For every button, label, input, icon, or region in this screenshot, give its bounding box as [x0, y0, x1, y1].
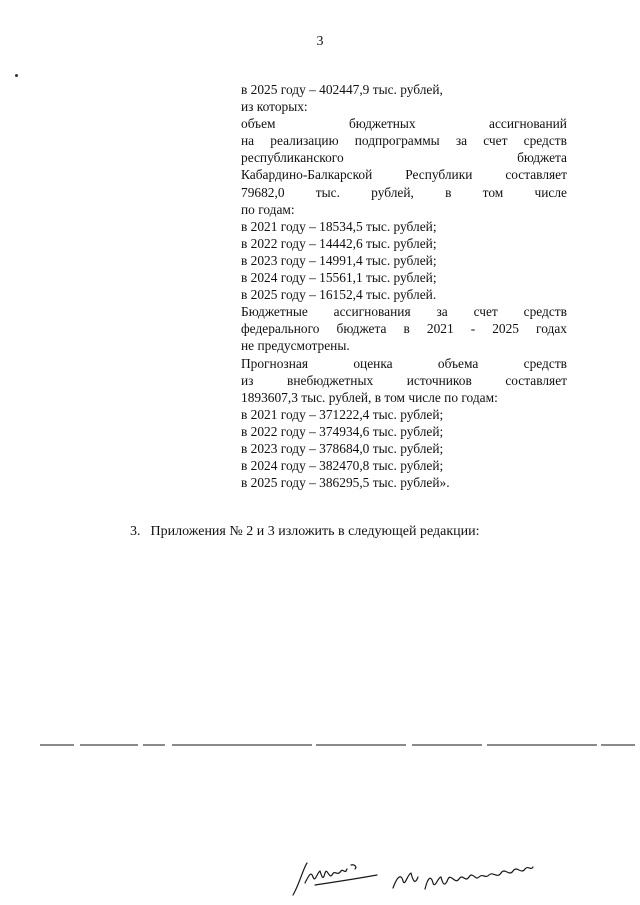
- body-word: объема: [437, 355, 479, 371]
- body-line: [241, 320, 567, 337]
- body-line: в 2022 году – 14442,6 тыс. рублей;: [241, 235, 437, 251]
- scan-speck: [15, 74, 18, 77]
- item-3-paragraph: [130, 523, 480, 541]
- body-line: в 2021 году – 371222,4 тыс. рублей;: [241, 406, 444, 422]
- body-word: оценка: [353, 355, 393, 371]
- body-word: 2025: [492, 321, 519, 337]
- body-word: ассигнований: [489, 116, 567, 132]
- body-word: за: [455, 133, 468, 149]
- body-line: [241, 149, 567, 166]
- body-line: в 2025 году – 386295,5 тыс. рублей».: [241, 475, 450, 491]
- body-word: внебюджетных: [287, 372, 374, 388]
- body-word: Прогнозная: [241, 355, 308, 371]
- body-line: в 2022 году – 374934,6 тыс. рублей;: [241, 423, 444, 439]
- body-word: рублей,: [371, 184, 414, 200]
- body-line: [241, 166, 567, 183]
- page-number: 3: [316, 34, 324, 49]
- body-word: подпрограммы: [354, 133, 440, 149]
- body-line: в 2024 году – 15561,1 тыс. рублей;: [241, 270, 437, 286]
- body-word: средств: [523, 355, 567, 371]
- body-line: [241, 115, 567, 132]
- body-word: за: [436, 304, 448, 320]
- body-word: в: [403, 321, 410, 337]
- body-line: из которых:: [241, 99, 308, 115]
- body-word: из: [241, 372, 254, 388]
- body-word: годах: [536, 321, 567, 337]
- body-word: бюджета: [336, 321, 387, 337]
- body-line: 1893607,3 тыс. рублей, в том числе по годам:: [241, 389, 498, 405]
- body-line: [241, 303, 567, 320]
- budget-text-block: [241, 81, 567, 491]
- body-word: источников: [406, 372, 472, 388]
- body-word: 79682,0: [241, 184, 285, 200]
- body-word: на: [241, 133, 255, 149]
- body-word: Республики: [405, 167, 473, 183]
- body-word: -: [470, 321, 476, 337]
- body-line: [241, 184, 567, 201]
- body-word: объем: [241, 116, 276, 132]
- item-3-text: Приложения № 2 и 3 изложить в следующей редакции:: [150, 524, 480, 539]
- body-line: в 2025 году – 16152,4 тыс. рублей.: [241, 287, 437, 303]
- body-line: в 2023 году – 14991,4 тыс. рублей;: [241, 252, 437, 268]
- body-word: реализацию: [270, 133, 339, 149]
- body-line: [241, 132, 567, 149]
- body-word: бюджетных: [348, 116, 416, 132]
- handwritten-signature: [285, 855, 545, 900]
- body-word: республиканского: [241, 150, 344, 166]
- body-word: ассигнования: [333, 304, 411, 320]
- body-word: числе: [534, 184, 567, 200]
- body-word: составляет: [505, 167, 567, 183]
- dashed-divider-line: [40, 744, 640, 746]
- body-word: средств: [523, 133, 567, 149]
- body-word: в: [445, 184, 452, 200]
- body-word: Кабардино-Балкарской: [241, 167, 373, 183]
- body-word: бюджета: [517, 150, 567, 166]
- body-line: в 2021 году – 18534,5 тыс. рублей;: [241, 218, 437, 234]
- body-line: в 2024 году – 382470,8 тыс. рублей;: [241, 458, 444, 474]
- body-line: [241, 355, 567, 372]
- body-word: 2021: [426, 321, 454, 337]
- item-3-number: 3.: [130, 524, 141, 539]
- body-line: [241, 372, 567, 389]
- body-line: в 2023 году – 378684,0 тыс. рублей;: [241, 440, 444, 456]
- body-word: счет: [483, 133, 508, 149]
- body-word: тыс.: [315, 184, 340, 200]
- body-word: том: [482, 184, 504, 200]
- body-line: по годам:: [241, 201, 295, 217]
- body-word: счет: [473, 304, 498, 320]
- body-word: Бюджетные: [241, 304, 308, 320]
- body-word: средств: [523, 304, 567, 320]
- body-line: в 2025 году – 402447,9 тыс. рублей,: [241, 82, 443, 97]
- body-word: федерального: [241, 321, 320, 337]
- body-line: не предусмотрены.: [241, 338, 350, 354]
- body-word: составляет: [505, 372, 567, 388]
